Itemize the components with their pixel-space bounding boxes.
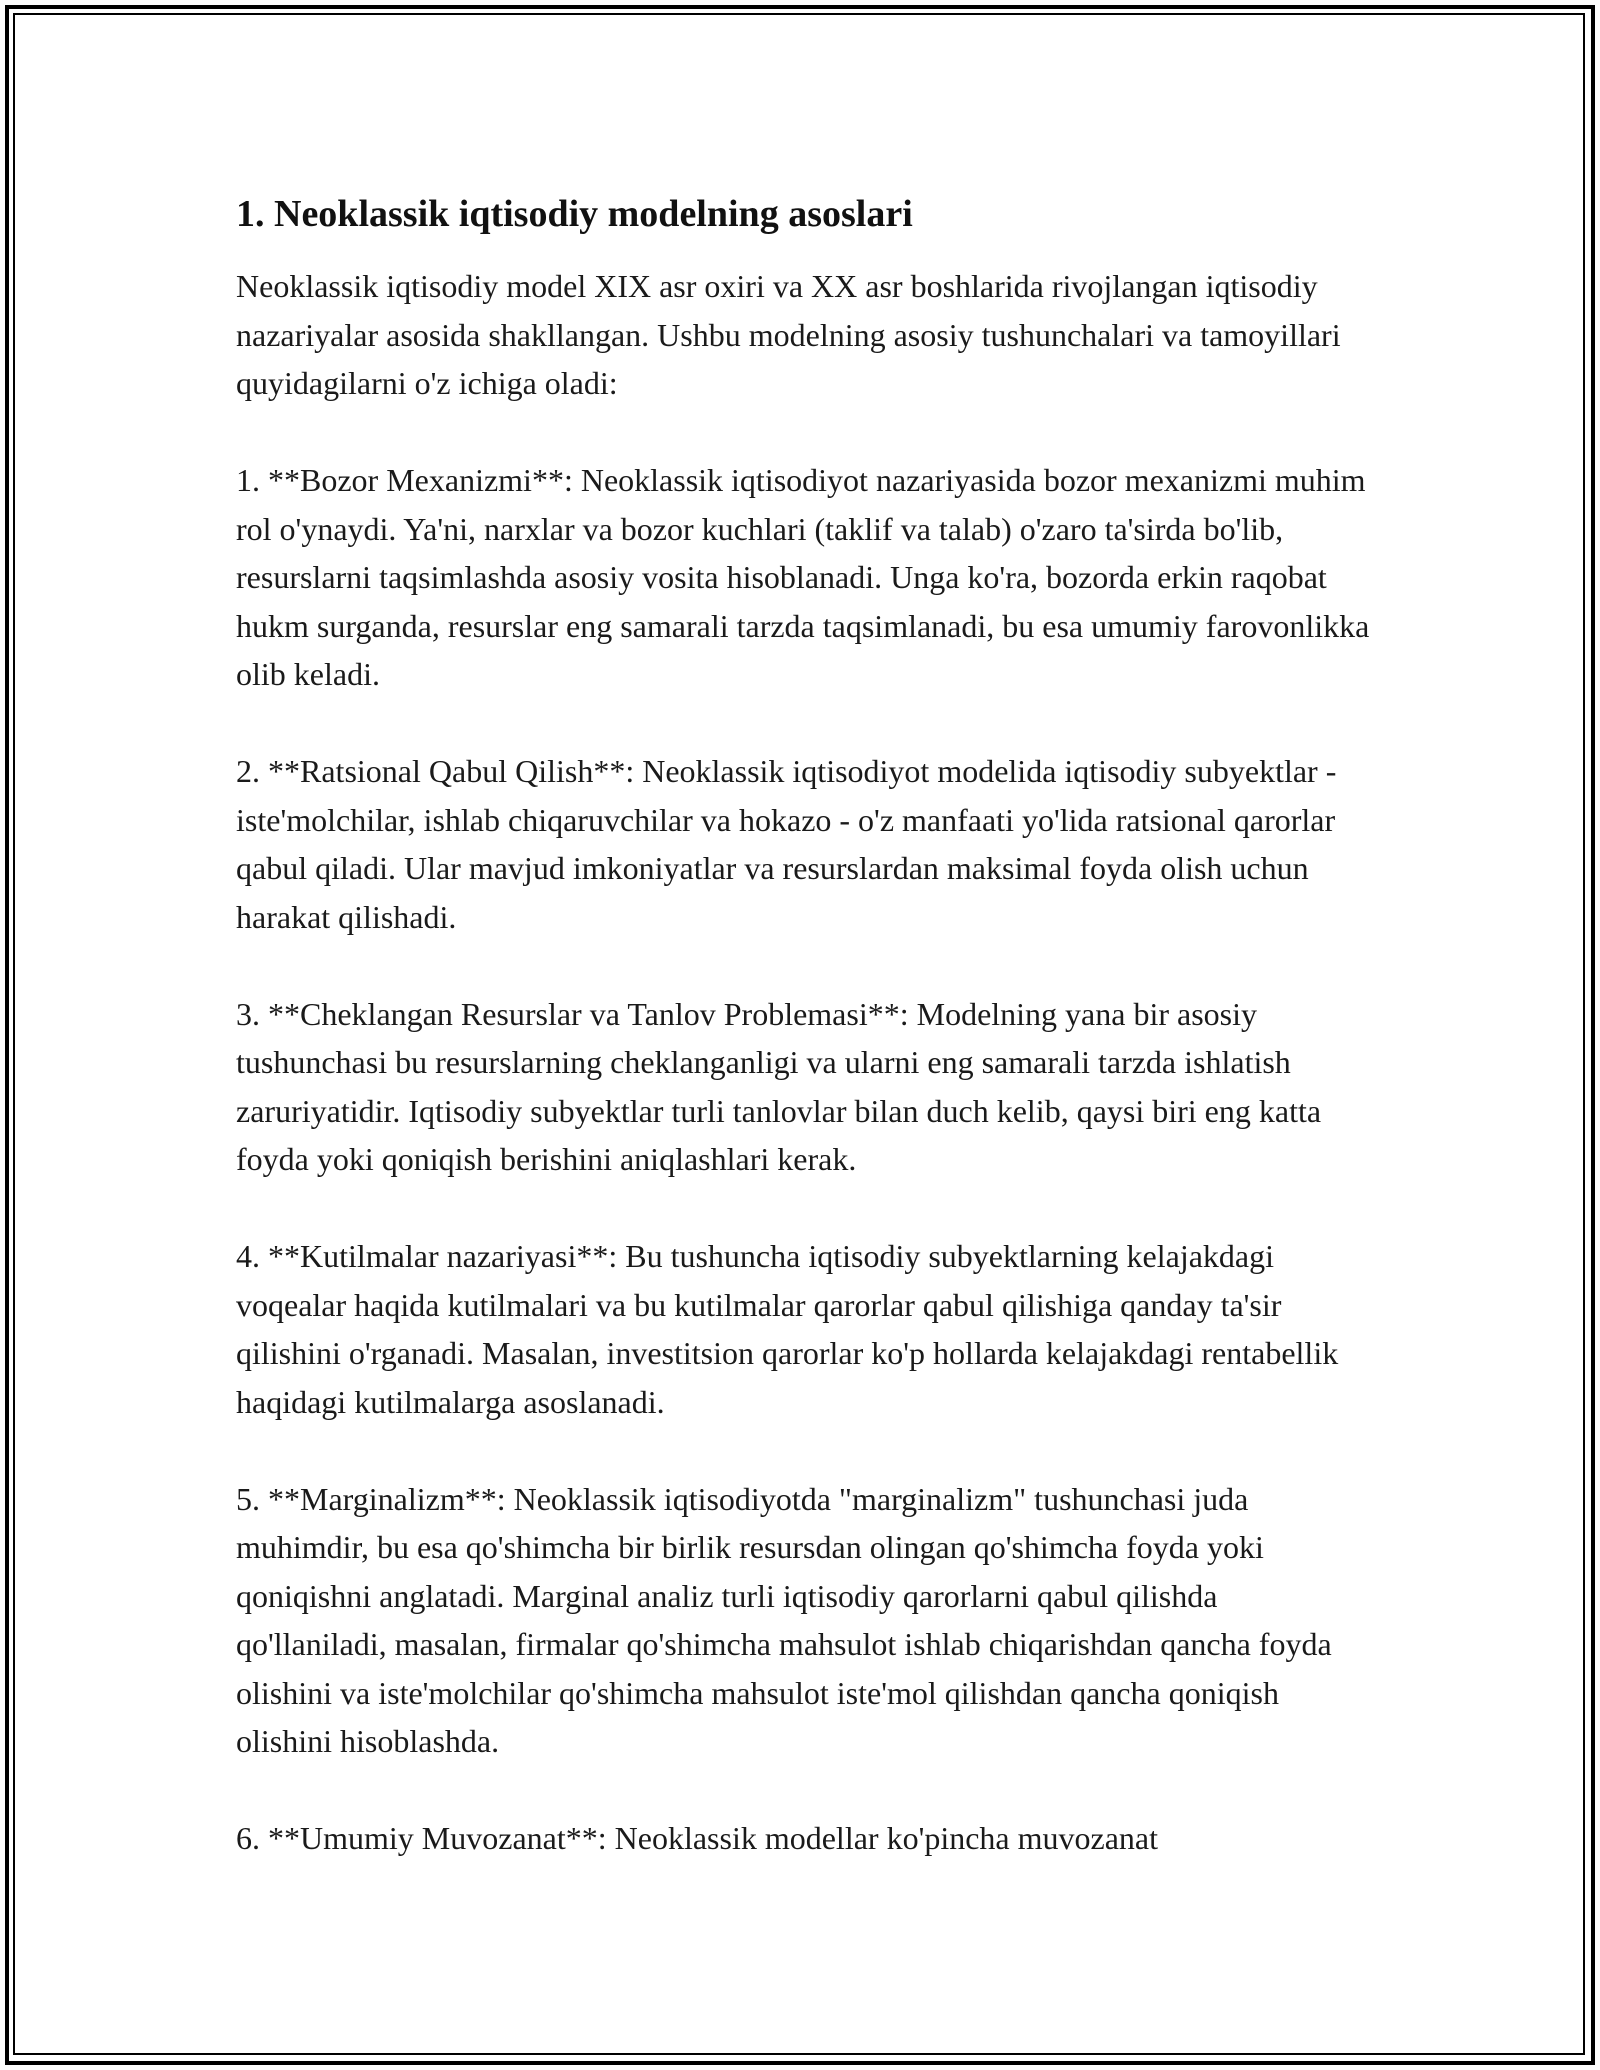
- section-cheklangan-resurslar: 3. **Cheklangan Resurslar va Tanlov Problemasi**: Modelning yana bir asosiy tushunchasi bu resurslarning cheklanganligi va ularni eng samarali tarzda ishlatish zaruriyatidir. Iqtisodiy subyektlar turli tanlovlar bilan duch kelib, qaysi biri eng katta foyda yoki qoniqish berishini aniqlashlari kerak.: [236, 995, 1322, 1177]
- section-ratsional-qabul-qilish: 2. **Ratsional Qabul Qilish**: Neoklassik iqtisodiyot modelida iqtisodiy subyektlar - iste'molchilar, ishlab chiqaruvchilar va hokazo - o'z manfaati yo'lida ratsional qarorlar qabul qiladi. Ular mavjud imkoniyatlar va resurslardan maksimal foyda olish uchun harakat qilishadi.: [236, 753, 1337, 935]
- section-bozor-mexanizmi: 1. **Bozor Mexanizmi**: Neoklassik iqtisodiyot nazariyasida bozor mexanizmi muhim rol o'ynaydi. Ya'ni, narxlar va bozor kuchlari (taklif va talab) o'zaro ta'sirda bo'lib, resurslarni taqsimlashda asosiy vosita hisoblanadi. Unga ko'ra, bozorda erkin raqobat hukm surganda, resurslar eng samarali tarzda taqsimlanadi, bu esa umumiy farovonlikka olib keladi.: [236, 462, 1370, 692]
- section-marginalizm: 5. **Marginalizm**: Neoklassik iqtisodiyotda "marginalizm" tushunchasi juda muhimdir, bu esa qo'shimcha bir birlik resursdan olingan qo'shimcha foyda yoki qoniqishni anglatadi. Marginal analiz turli iqtisodiy qarorlarni qabul qilishda qo'llaniladi, masalan, firmalar qo'shimcha mahsulot ishlab chiqarishdan qancha foyda olishini va iste'molchilar qo'shimcha mahsulot iste'mol qilishdan qancha qoniqish olishini hisoblashda.: [236, 1480, 1332, 1759]
- intro-paragraph: Neoklassik iqtisodiy model XIX asr oxiri va XX asr boshlarida rivojlangan iqtisodiy nazariyalar asosida shakllangan. Ushbu modelning asosiy tushunchalari va tamoyillari quyidagilarni o'z ichiga oladi:: [236, 268, 1341, 401]
- section-umumiy-muvozanat: 6. **Umumiy Muvozanat**: Neoklassik modellar ko'pincha muvozanat: [236, 1820, 1159, 1856]
- document-body: [236, 188, 1376, 1863]
- page-title: 1. Neoklassik iqtisodiy modelning asoslari: [236, 193, 913, 235]
- section-kutilmalar-nazariyasi: 4. **Kutilmalar nazariyasi**: Bu tushuncha iqtisodiy subyektlarning kelajakdagi voqealar haqida kutilmalari va bu kutilmalar qarorlar qabul qilishiga qanday ta'sir qilishini o'rganadi. Masalan, investitsion qarorlar ko'p hollarda kelajakdagi rentabellik haqidagi kutilmalarga asoslanadi.: [236, 1238, 1339, 1420]
